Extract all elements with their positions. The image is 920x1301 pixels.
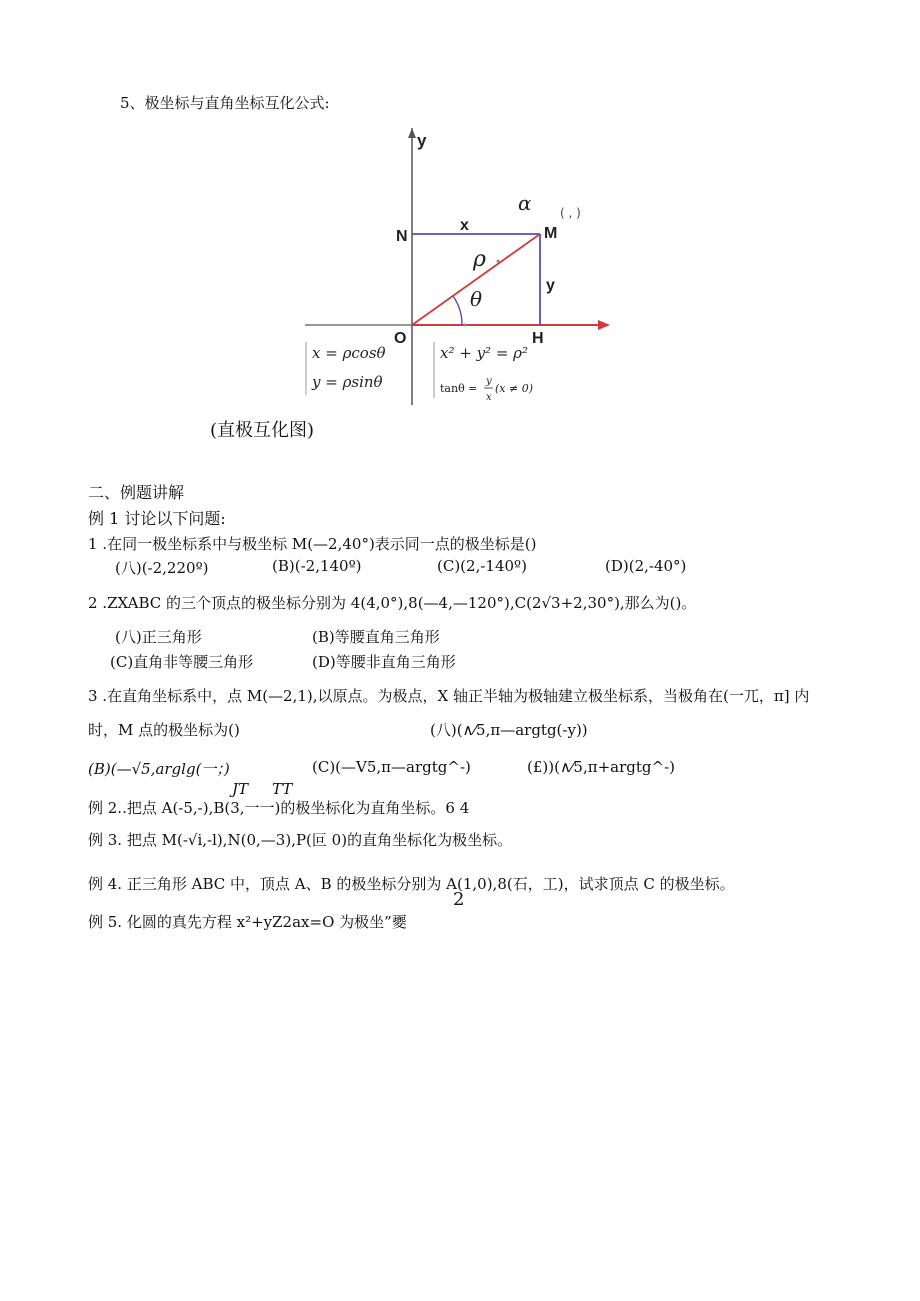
formula-y-eq: y = ρsinθ bbox=[312, 373, 383, 391]
q1-option-c: (C)(2,-140º) bbox=[437, 557, 527, 575]
section-heading: 5、极坐标与直角坐标互化公式: bbox=[120, 94, 330, 112]
formula-tan-den: x bbox=[486, 392, 492, 403]
example1-title: 例 1 讨论以下问题: bbox=[88, 509, 226, 528]
question-3-line1: 3 .在直角坐标系中，点 M(—2,1),以原点。为极点，X 轴正半轴为极轴建立极坐标系，当极角在(一兀，π] 内 bbox=[88, 687, 810, 705]
example-3-text: 例 3. 把点 M(-√i,-l),N(0,—3),P(叵 0)的直角坐标化为极坐标。 bbox=[88, 831, 513, 849]
polar-axis-arrow bbox=[598, 320, 610, 330]
question-1-text: 1 .在同一极坐标系中与极坐标 M(—2,40°)表示同一点的极坐标是() bbox=[88, 535, 537, 553]
question-2-text: 2 .ZXABC 的三个顶点的极坐标分别为 4(4,0°),8(—4,—120°),C(2√3+2,30°),那么为()。 bbox=[88, 594, 697, 612]
point-H-label: H bbox=[532, 330, 544, 347]
q1-option-b: (B)(-2,140º) bbox=[272, 557, 362, 575]
y-segment-label: y bbox=[546, 277, 555, 294]
y-axis-label: y bbox=[417, 131, 427, 150]
example-2-text: 例 2..把点 A(-5,-),B(3,一一)的极坐标化为直角坐标。6 4 bbox=[88, 799, 470, 817]
example2-sup-2: TT bbox=[272, 780, 293, 798]
q2-option-b: (B)等腰直角三角形 bbox=[312, 628, 440, 646]
theta-label: θ bbox=[470, 287, 483, 311]
point-M-label: M bbox=[544, 225, 558, 242]
example-4-subscript: 2 bbox=[453, 889, 465, 910]
formula-tan-num: y bbox=[486, 376, 492, 387]
example-5-text: 例 5. 化圆的真先方程 x²+yZ2ax=O 为极坐”夒 bbox=[88, 913, 407, 931]
part2-heading: 二、例题讲解 bbox=[88, 483, 185, 502]
polar-conversion-figure bbox=[300, 120, 620, 424]
origin-O-label: O bbox=[394, 330, 407, 347]
example-4-text: 例 4. 正三角形 ABC 中，顶点 A、B 的极坐标分别为 A(1,0),8(石，工)，试求顶点 C 的极坐标。 bbox=[88, 875, 735, 893]
q1-option-a: (八)(-2,220º) bbox=[115, 559, 209, 577]
figure-caption: (直极互化图) bbox=[210, 420, 315, 441]
q3-option-d: (£))(∧⁄5,π+argtg^-) bbox=[527, 758, 676, 776]
x-segment-label: x bbox=[460, 217, 469, 234]
rho-label: ρ bbox=[473, 247, 486, 272]
formula-rho-sq: x² + y² = ρ² bbox=[440, 344, 529, 362]
dot-mark bbox=[464, 324, 467, 327]
dot-mark bbox=[497, 260, 500, 263]
formula-x-eq: x = ρcosθ bbox=[312, 344, 386, 362]
alpha-paren: ( , ) bbox=[560, 206, 581, 220]
formula-tan-suffix: (x ≠ 0) bbox=[495, 382, 533, 395]
theta-arc bbox=[453, 296, 462, 325]
polar-diagram bbox=[300, 120, 620, 420]
q2-option-a: (八)正三角形 bbox=[115, 628, 202, 646]
q2-option-c: (C)直角非等腰三角形 bbox=[110, 653, 254, 671]
example2-sup-1: JT bbox=[232, 780, 249, 798]
q1-option-d: (D)(2,-40°) bbox=[605, 557, 687, 575]
point-N-label: N bbox=[396, 228, 408, 245]
alpha-label: α bbox=[518, 191, 532, 215]
question-3-line2: 时，M 点的极坐标为() bbox=[88, 721, 240, 739]
q3-option-b: (B)(—√5,arglg(一；) bbox=[88, 760, 230, 778]
q2-option-d: (D)等腰非直角三角形 bbox=[312, 653, 456, 671]
y-axis-arrow bbox=[408, 128, 416, 138]
formula-tan-prefix: tanθ = bbox=[440, 382, 478, 395]
q3-option-a: (八)(∧⁄5,π—argtg(-y)) bbox=[430, 721, 588, 739]
q3-option-c: (C)(—V5,π—argtg^-) bbox=[312, 758, 471, 776]
